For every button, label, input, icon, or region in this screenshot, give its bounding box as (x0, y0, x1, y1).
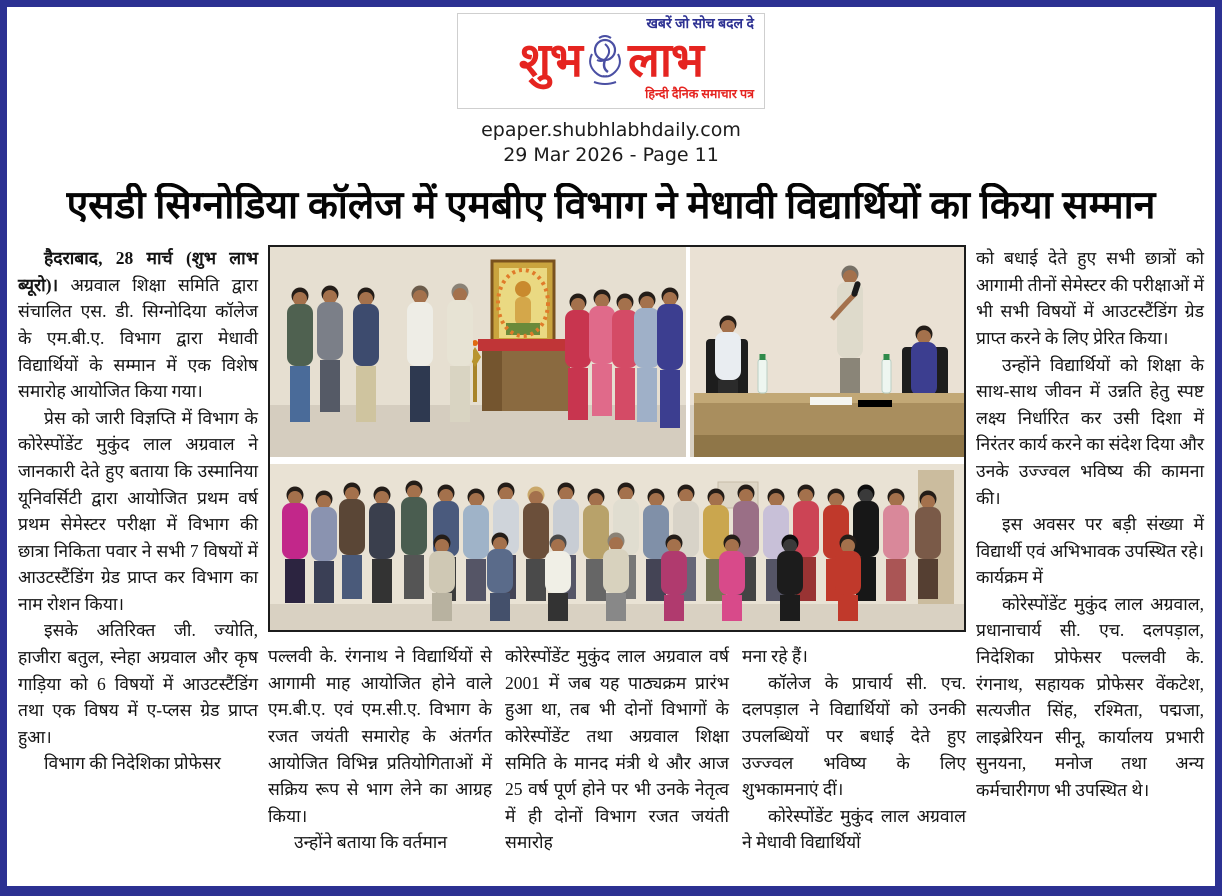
column-4 (742, 643, 966, 856)
article-paragraph: उन्होंने विद्यार्थियों को शिक्षा के साथ-साथ जीवन में उन्नति हेतु स्पष्ट लक्ष्य निर्धारित कर उसी दिशा में निरंतर कार्य करने का संदेश दिया और उनके उज्ज्वल भविष्य की कामना की। (976, 354, 1204, 508)
column-1 (18, 245, 258, 856)
article-paragraph: पल्लवी के. रंगनाथ ने विद्यार्थियों से आगामी माह आयोजित होने वाले एम.बी.ए. एवं एम.सी.ए. विभाग के रजत जयंती समारोह के अंतर्गत आयोजित विभिन्न प्रतियोगिताओं में सक्रिय रूप से भाग लेने का आग्रह किया। (268, 646, 492, 826)
ganesh-icon (584, 34, 626, 89)
pedestal-table (478, 339, 574, 411)
group-photo (270, 464, 964, 630)
article-paragraph: इसके अतिरिक्त जी. ज्योति, हाजीरा बतुल, स्नेहा अग्रवाल और कृष गाड़िया को 6 विषयों में आउटस्टैंडिंग तथा एक विषय में ए-प्लस ग्रेड प्राप्त हुआ। (18, 620, 258, 747)
date-page-line: 29 Mar 2026 - Page 11 (503, 143, 719, 166)
masthead-logo (457, 13, 765, 109)
article-paragraph (18, 245, 258, 405)
article (18, 245, 1204, 856)
masthead-word-labh: लाभ (627, 35, 704, 88)
article-paragraph: इस अवसर पर बड़ी संख्या में विद्यार्थी एवं अभिभावक उपस्थित रहे। कार्यक्रम में (976, 514, 1204, 588)
article-paragraph: प्रेस को जारी विज्ञप्ति में विभाग के कोरेस्पोंडेंट मुकुंद लाल अग्रवाल ने जानकारी देते हुए बताया कि उस्मानिया यूनिवर्सिटी द्वारा आयोजित प्रथम वर्ष प्रथम सेमेस्टर परीक्षा में विभाग की छात्रा निकिता पवार ने सभी 7 विषयों में आउटस्टैंडिंग ग्रेड प्राप्त कर विभाग का नाम रोशन किया। (18, 407, 258, 614)
article-paragraph: कोरेस्पोंडेंट मुकुंद लाल अग्रवाल ने मेधावी विद्यार्थियों (742, 805, 966, 853)
deity-portrait (492, 261, 554, 345)
article-paragraph: मना रहे हैं। (742, 646, 808, 667)
page-meta (7, 118, 1215, 167)
column-2 (268, 643, 492, 856)
paragraph-text: अग्रवाल शिक्षा समिति द्वारा संचालित एस. डी. सिग्नोदिया कॉलेज के एम.बी.ए. विभाग द्वारा मेधावी विद्यार्थियों के सम्मान में एक विशेष समारोह आयोजित किया गया। (18, 274, 258, 402)
epaper-url: epaper.shubhlabhdaily.com (481, 118, 741, 141)
event-photo (270, 247, 964, 457)
article-paragraph: कोरेस्पोंडेंट मुकुंद लाल अग्रवाल वर्ष 2001 में जब यह पाठ्यक्रम प्रारंभ हुआ था, तब भी दोनों विभागों के कोरेस्पोंडेंट तथा अग्रवाल शिक्षा समिति के मानद मंत्री थे और आज 25 वर्ष पूर्ण होने पर भी उनके नेतृत्व में ही दोनों विभाग रजत जयंती समारोह (505, 646, 729, 853)
masthead-word-shubh: शुभ (518, 35, 582, 88)
masthead-subtitle: हिन्दी दैनिक समाचार पत्र (645, 86, 754, 101)
masthead-tagline: खबरें जो सोच बदल दे (646, 17, 754, 32)
article-paragraph: उन्होंने बताया कि वर्तमान (294, 832, 448, 853)
conference-table (694, 393, 964, 457)
headline: एसडी सिग्नोडिया कॉलेज में एमबीए विभाग ने मेधावी विद्यार्थियों का किया सम्मान (66, 184, 1156, 228)
lower-columns (268, 643, 966, 856)
dateline: हैदराबाद, 28 मार्च (शुभ लाभ ब्यूरो)। (18, 248, 258, 295)
article-paragraph: कॉलेज के प्राचार्य सी. एच. दलपड़ाल ने विद्यार्थियों को उनकी उपलब्धियों पर बधाई देते हुए उज्ज्वल भविष्य के लिए शुभकामनाएं दीं। (742, 672, 966, 800)
masthead-title (468, 34, 754, 89)
column-5 (976, 245, 1204, 856)
article-paragraph: विभाग की निदेशिका प्रोफेसर (44, 753, 221, 774)
center-block (268, 245, 966, 856)
article-paragraph: को बधाई देते हुए सभी छात्रों को आगामी तीनों सेमेस्टर की परीक्षाओं में भी सभी विषयों में आउटस्टैंडिंग ग्रेड प्राप्त करने के लिए प्रेरित किया। (976, 248, 1205, 348)
water-bottle-icon (882, 354, 891, 393)
water-bottle-icon (758, 354, 767, 393)
photo-block (268, 245, 966, 632)
article-paragraph: कोरेस्पोंडेंट मुकुंद लाल अग्रवाल, प्रधानाचार्य सी. एच. दलपड़ाल, निदेशिका प्रोफेसर पल्लवी के. रंगनाथ, सहायक प्रोफेसर वेंकटेश, सत्यजीत सिंह, रश्मिता, पद्मजा, लाइब्रेरियन सीनू, कार्यालय प्रभारी सुनयना, मनोज तथा अन्य कर्मचारीगण भी उपस्थित थे। (976, 593, 1204, 801)
column-3 (505, 643, 729, 856)
photo-divider (270, 457, 964, 464)
